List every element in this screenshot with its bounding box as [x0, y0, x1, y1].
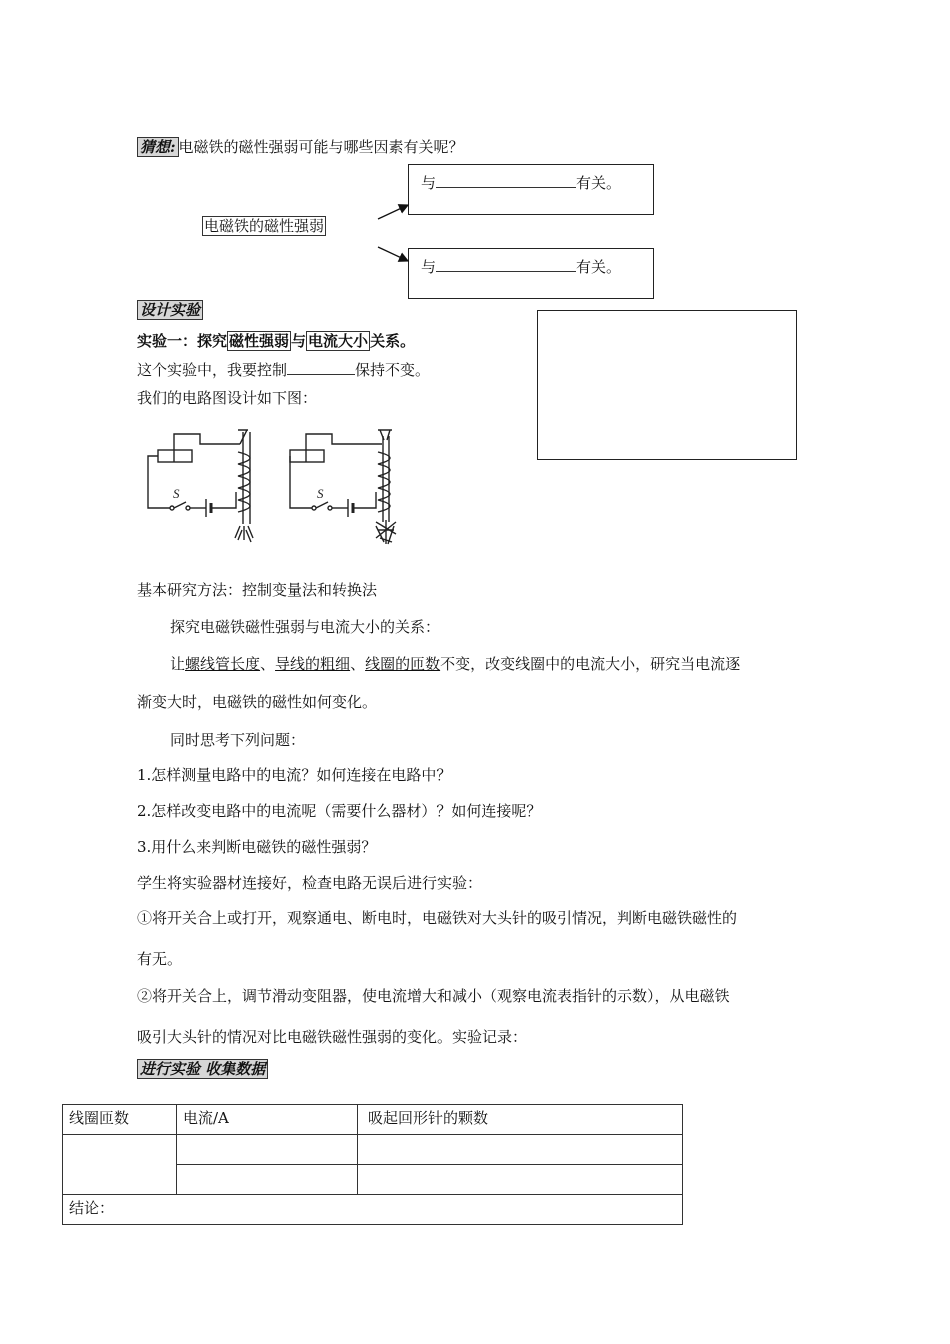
step-2b: 吸引大头针的情况对比电磁铁磁性强弱的变化。实验记录：	[137, 1028, 528, 1046]
design-line	[137, 300, 203, 320]
var-coil-turns: 线圈的匝数	[365, 655, 441, 673]
question-1: 1.怎样测量电路中的电流？如何连接在电路中？	[137, 766, 452, 784]
switch-label-1: S	[173, 486, 180, 501]
coil-turns-cell[interactable]	[63, 1135, 177, 1195]
factor-blank-2[interactable]	[436, 257, 576, 272]
factor-box-2	[408, 248, 654, 299]
circuit-2	[290, 430, 396, 544]
box-suffix: 有关。	[576, 174, 622, 192]
record-table	[62, 1104, 683, 1225]
step-1a: ①将开关合上或打开，观察通电、断电时，电磁铁对大头针的吸引情况，判断电磁铁磁性的	[137, 909, 738, 927]
term-current: 电流大小	[308, 332, 369, 350]
collect-line	[137, 1059, 268, 1079]
factor-blank-1[interactable]	[436, 173, 576, 188]
question-2: 2.怎样改变电路中的电流呢（需要什么器材）？如何连接呢？	[137, 802, 542, 820]
basic-method: 基本研究方法：控制变量法和转换法	[137, 581, 378, 599]
arrow-down	[378, 247, 408, 261]
variables-line: 让螺线管长度、导线的粗细、线圈的匝数不变，改变线圈中的电流大小，研究当电流逐	[170, 655, 741, 673]
design-tag: 设计实验	[137, 300, 203, 320]
conclusion-cell[interactable]: 结论：	[63, 1195, 683, 1225]
connect-line: 学生将实验器材连接好，检查电路无误后进行实验：	[137, 874, 483, 892]
header-clip-count: 吸起回形针的颗数	[358, 1105, 683, 1135]
guess-arrows	[370, 195, 420, 275]
arrow-up	[378, 205, 408, 219]
factor-box-1	[408, 164, 654, 215]
table-header-row	[63, 1105, 683, 1135]
step-2a: ②将开关合上，调节滑动变阻器，使电流增大和减小（观察电流表指针的示数），从电磁铁	[137, 987, 730, 1005]
switch-label-2: S	[317, 486, 324, 501]
box-prefix: 与	[421, 258, 437, 276]
guess-question: 电磁铁的磁性强弱可能与哪些因素有关呢？	[178, 138, 464, 156]
collect-tag: 进行实验 收集数据	[137, 1059, 268, 1079]
box-suffix: 有关。	[576, 258, 622, 276]
clip-count-cell-2[interactable]	[358, 1165, 683, 1195]
variables-line-2: 渐变大时，电磁铁的磁性如何变化。	[137, 693, 378, 711]
var-wire-thickness: 导线的粗细	[275, 655, 351, 673]
experiment-1-title: 实验一：探究 磁性强弱 与 电流大小 关系。	[137, 332, 416, 350]
center-label: 电磁铁的磁性强弱	[204, 217, 325, 235]
header-coil-turns: 线圈匝数	[63, 1105, 177, 1135]
step-1b: 有无。	[137, 950, 183, 968]
guess-tag: 猜想:	[137, 137, 179, 157]
current-cell-1[interactable]	[177, 1135, 358, 1165]
header-current: 电流/A	[177, 1105, 358, 1135]
current-cell-2[interactable]	[177, 1165, 358, 1195]
table-row	[63, 1135, 683, 1165]
think-line: 同时思考下列问题：	[170, 731, 306, 749]
conclusion-row	[63, 1195, 683, 1225]
answer-box	[537, 310, 797, 460]
circuit-1	[148, 430, 253, 542]
question-3: 3.用什么来判断电磁铁的磁性强弱？	[137, 838, 377, 856]
control-line: 这个实验中，我要控制 保持不变。	[137, 361, 431, 379]
explore-line: 探究电磁铁磁性强弱与电流大小的关系：	[170, 618, 441, 636]
box-prefix: 与	[421, 174, 437, 192]
circuit-diagrams	[140, 422, 420, 547]
guess-line	[137, 137, 464, 157]
var-solenoid-length: 螺线管长度	[185, 655, 261, 673]
term-magnetism: 磁性强弱	[229, 332, 290, 350]
clip-count-cell-1[interactable]	[358, 1135, 683, 1165]
control-blank[interactable]	[287, 360, 355, 375]
circuit-intro: 我们的电路图设计如下图：	[137, 389, 318, 407]
